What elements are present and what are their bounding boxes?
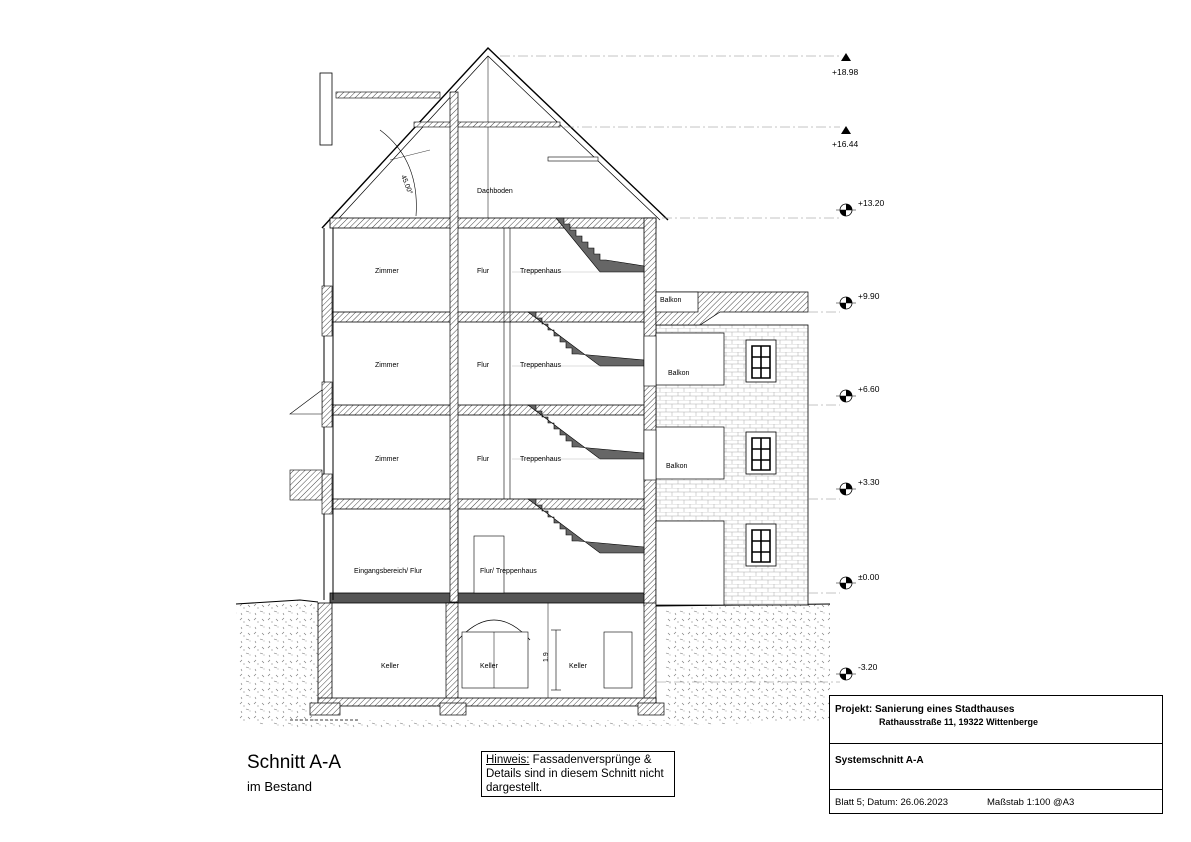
room-label-zimmer: Zimmer <box>375 456 399 463</box>
level-label: +18.98 <box>832 67 859 77</box>
level-triangle-icon <box>841 126 851 134</box>
level-label: +13.20 <box>858 198 885 208</box>
level-label: +16.44 <box>832 139 859 149</box>
room-label-treppenhaus: Treppenhaus <box>520 268 561 275</box>
room-label-eingang: Eingangsbereich/ Flur <box>354 568 423 575</box>
hint-label: Hinweis: <box>486 754 530 766</box>
room-label-balkon: Balkon <box>660 297 682 304</box>
level-label: -3.20 <box>858 662 878 672</box>
drawing-name: Systemschnitt A-A <box>835 755 924 766</box>
room-label-flur-treppenhaus: Flur/ Treppenhaus <box>480 568 537 575</box>
section-subtitle: im Bestand <box>247 779 313 794</box>
level-label: +9.90 <box>858 291 880 301</box>
room-label-flur: Flur <box>477 362 490 369</box>
level-target-icon <box>836 668 856 680</box>
level-target-icon <box>836 204 856 216</box>
room-label-balkon: Balkon <box>668 370 690 377</box>
scale-info: Maßstab 1:100 @A3 <box>987 797 1075 808</box>
level-target-icon <box>836 483 856 495</box>
room-label-treppenhaus: Treppenhaus <box>520 456 561 463</box>
hint-text: Fassadenversprünge & Details sind in diesem Schnitt nicht dargestellt. <box>486 754 664 794</box>
room-label-flur: Flur <box>477 268 490 275</box>
title-block-project-row <box>830 696 1162 744</box>
roof-angle-label: 45.00° <box>399 174 414 196</box>
room-label-flur: Flur <box>477 456 490 463</box>
level-triangle-icon <box>841 53 851 61</box>
level-target-icon <box>836 297 856 309</box>
title-block-drawing-row <box>830 744 1162 790</box>
room-label-keller: Keller <box>381 663 399 670</box>
level-label: +6.60 <box>858 384 880 394</box>
room-label-zimmer: Zimmer <box>375 268 399 275</box>
room-label-balkon: Balkon <box>666 463 688 470</box>
title-block <box>829 695 1163 814</box>
level-label: ±0.00 <box>858 572 880 582</box>
room-label-zimmer: Zimmer <box>375 362 399 369</box>
cellar-height-label: 1.9 <box>543 652 550 662</box>
hint-box <box>481 751 675 797</box>
section-title: Schnitt A-A <box>247 752 341 773</box>
level-target-icon <box>836 577 856 589</box>
room-label-keller: Keller <box>480 663 498 670</box>
sheet-info: Blatt 5; Datum: 26.06.2023 <box>835 797 949 808</box>
room-label-dachboden: Dachboden <box>477 188 513 195</box>
room-label-treppenhaus: Treppenhaus <box>520 362 561 369</box>
room-label-keller: Keller <box>569 663 587 670</box>
project-name: Projekt: Sanierung eines Stadthauses <box>835 704 1015 715</box>
project-address: Rathausstraße 11, 19322 Wittenberge <box>879 717 1038 727</box>
title-block-meta-row <box>830 790 1162 815</box>
level-target-icon <box>836 390 856 402</box>
level-label: +3.30 <box>858 477 880 487</box>
